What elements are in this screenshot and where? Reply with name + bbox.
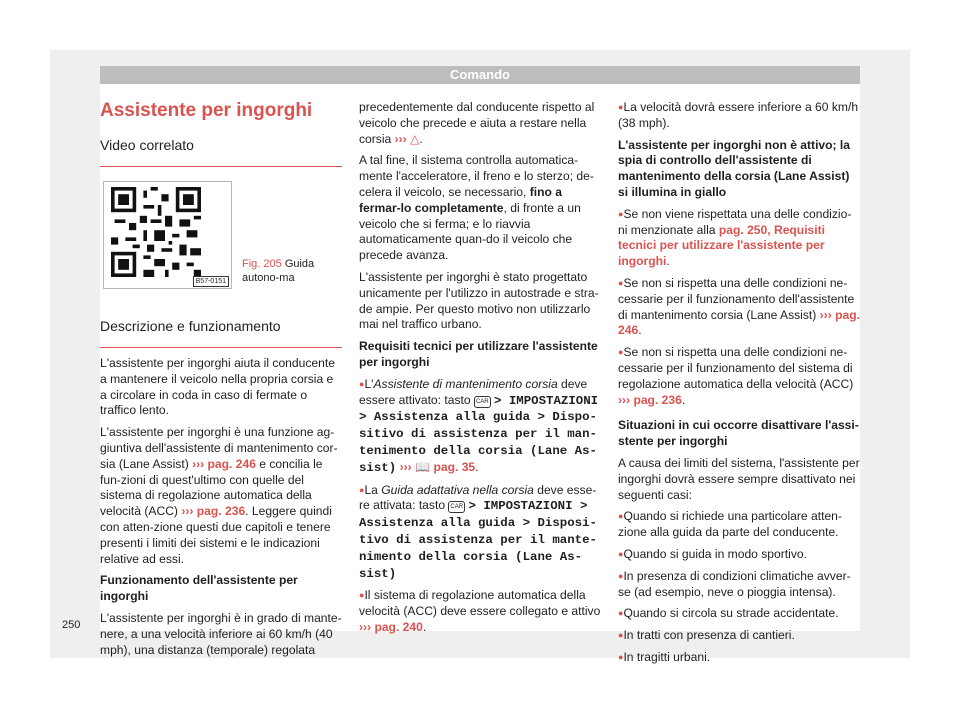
figure-number: Fig. 205 xyxy=(242,258,282,270)
section-title: Descrizione e funzionamento xyxy=(100,318,281,334)
subheading: Requisiti tecnici per utilizzare l'assistente per ingorghi xyxy=(359,339,598,369)
page-reference-link[interactable]: ››› pag. 240 xyxy=(359,619,423,634)
paragraph: L'assistente per ingorghi aiuta il conducente a mantenere il veicolo nella propria corsia e a circolare in coda in caso di fermate o traffico lento. xyxy=(100,356,335,418)
page-reference-link[interactable]: ››› pag. 236 xyxy=(618,392,682,407)
figure-caption xyxy=(242,257,340,285)
column-1 xyxy=(100,100,342,664)
subheading: Funzionamento dell'assistente per ingorghi xyxy=(100,573,298,604)
list-item: ● L'Assistente di mantenimento corsia deve essere attivato: tasto CAR > IMPOSTAZIONI > Assistenza alla guida > Dispo-sitivo di assistenza per il man-tenimento della corsia (Lane As-sist) ››› 📖 pag. 35. xyxy=(359,377,601,477)
figure xyxy=(100,175,342,287)
paragraph: L'assistente per ingorghi è una funzione ag-giuntiva dell'assistente di mantenimento cor-sia (Lane Assist) ››› pag. 246 e concilia le fun-zioni di quest'ultimo con quelle del sistema di regolazione automatica della velocità (ACC) ››› pag. 236. Leggere quindi con atten-zione questi due capitoli e tenere presenti i limiti dei sistemi e le indicazioni relative ad essi. xyxy=(100,425,338,566)
page-reference-link[interactable]: ››› 📖 pag. 35 xyxy=(399,459,476,474)
list-item: ● In tratti con presenza di cantieri. xyxy=(618,628,860,644)
page-reference-link[interactable]: ››› pag. 246 xyxy=(192,456,256,471)
list-item: ● In presenza di condizioni climatiche avver-se (ad esempio, neve o pioggia intensa). xyxy=(618,569,860,601)
page-reference-link[interactable]: ››› pag. 236 xyxy=(181,504,246,519)
warning-reference-link[interactable]: ››› xyxy=(394,131,407,146)
figure-code: B57-0151 xyxy=(193,276,229,287)
subheading: Situazioni in cui occorre disattivare l'assi-stente per ingorghi xyxy=(618,418,859,449)
qr-code-icon xyxy=(111,187,201,277)
list-item: ● Se non viene rispettata una delle condizio-ni menzionate alla pag. 250, Requisiti tecnici per utilizzare l'assistente per ingorghi. xyxy=(618,207,860,270)
list-item: ● Se non si rispetta una delle condizioni ne-cessarie per il funzionamento dell'assistente di mantenimento corsia (Lane Assist) ››› pag. 246. xyxy=(618,276,860,339)
car-button-icon: CAR xyxy=(474,396,491,408)
paragraph: precedentemente dal conducente rispetto al veicolo che precede e aiuta a restare nella corsia ››› △. xyxy=(359,100,595,146)
divider xyxy=(100,166,342,167)
list-item: ● Quando si richiede una particolare atten-zione alla guida da parte del conducente. xyxy=(618,509,860,541)
paragraph: L'assistente per ingorghi è in grado di mante-nere, a una velocità inferiore ai 60 km/h (40 mph), una distanza (temporale) regolata xyxy=(100,610,342,657)
list-item: ● Quando si circola su strade accidentate. xyxy=(618,606,860,622)
column-3 xyxy=(618,100,860,672)
paragraph: A tal fine, il sistema controlla automatica-mente l'acceleratore, il freno e lo sterzo; de-celera il veicolo, se necessario, fino a fermar-lo completamente, di fronte a un veicolo che si ferma; e lo riavvia automaticamente quan-do il veicolo che precede avanza. xyxy=(359,153,594,263)
list-item: ● Se non si rispetta una delle condizioni ne-cessarie per il funzionamento del sistema di regolazione automatica della velocità (ACC) ››› pag. 236. xyxy=(618,345,860,408)
list-item: ● La Guida adattativa nella corsia deve esse-re attivata: tasto CAR > IMPOSTAZIONI > Assistenza alla guida > Disposi-tivo di assistenza per il mante-nimento della corsia (Lane As-sist) xyxy=(359,483,601,583)
list-item: ● In tragitti urbani. xyxy=(618,650,860,666)
list-item: ● La velocità dovrà essere inferiore a 60 km/h (38 mph). xyxy=(618,100,860,132)
page-title: Assistente per ingorghi xyxy=(100,100,313,121)
warning-icon: △ xyxy=(410,131,420,146)
list-item: ● Quando si guida in modo sportivo. xyxy=(618,547,860,563)
car-button-icon: CAR xyxy=(448,501,465,513)
paragraph: A causa dei limiti del sistema, l'assistente per ingorghi dovrà essere sempre disattivato nei seguenti casi: xyxy=(618,455,860,502)
column-2 xyxy=(359,100,601,642)
page-number: 250 xyxy=(62,619,81,631)
list-item: ● Il sistema di regolazione automatica della velocità (ACC) deve essere collegato e attivo ››› pag. 240. xyxy=(359,588,601,635)
book-icon: 📖 xyxy=(415,459,431,474)
subheading: L'assistente per ingorghi non è attivo; la spia di controllo dell'assistente di mantenimento della corsia (Lane Assist) si illumina in giallo xyxy=(618,137,851,199)
section-header: Comando xyxy=(100,66,860,84)
page-reference-link[interactable]: pag. 250, Requisiti tecnici per utilizzare l'assistente per ingorghi xyxy=(618,222,826,269)
qr-code-image[interactable] xyxy=(103,181,232,289)
paragraph: L'assistente per ingorghi è stato progettato unicamente per l'utilizzo in autostrade e stra-de ampie. Per questo motivo non utilizzarlo mai nel traffico urbano. xyxy=(359,269,599,332)
figure-caption-text: Guida autono-ma xyxy=(242,258,315,284)
page-reference-link[interactable]: ››› pag. 246 xyxy=(618,307,860,338)
video-subtitle: Video correlato xyxy=(100,137,194,153)
divider xyxy=(100,347,342,348)
